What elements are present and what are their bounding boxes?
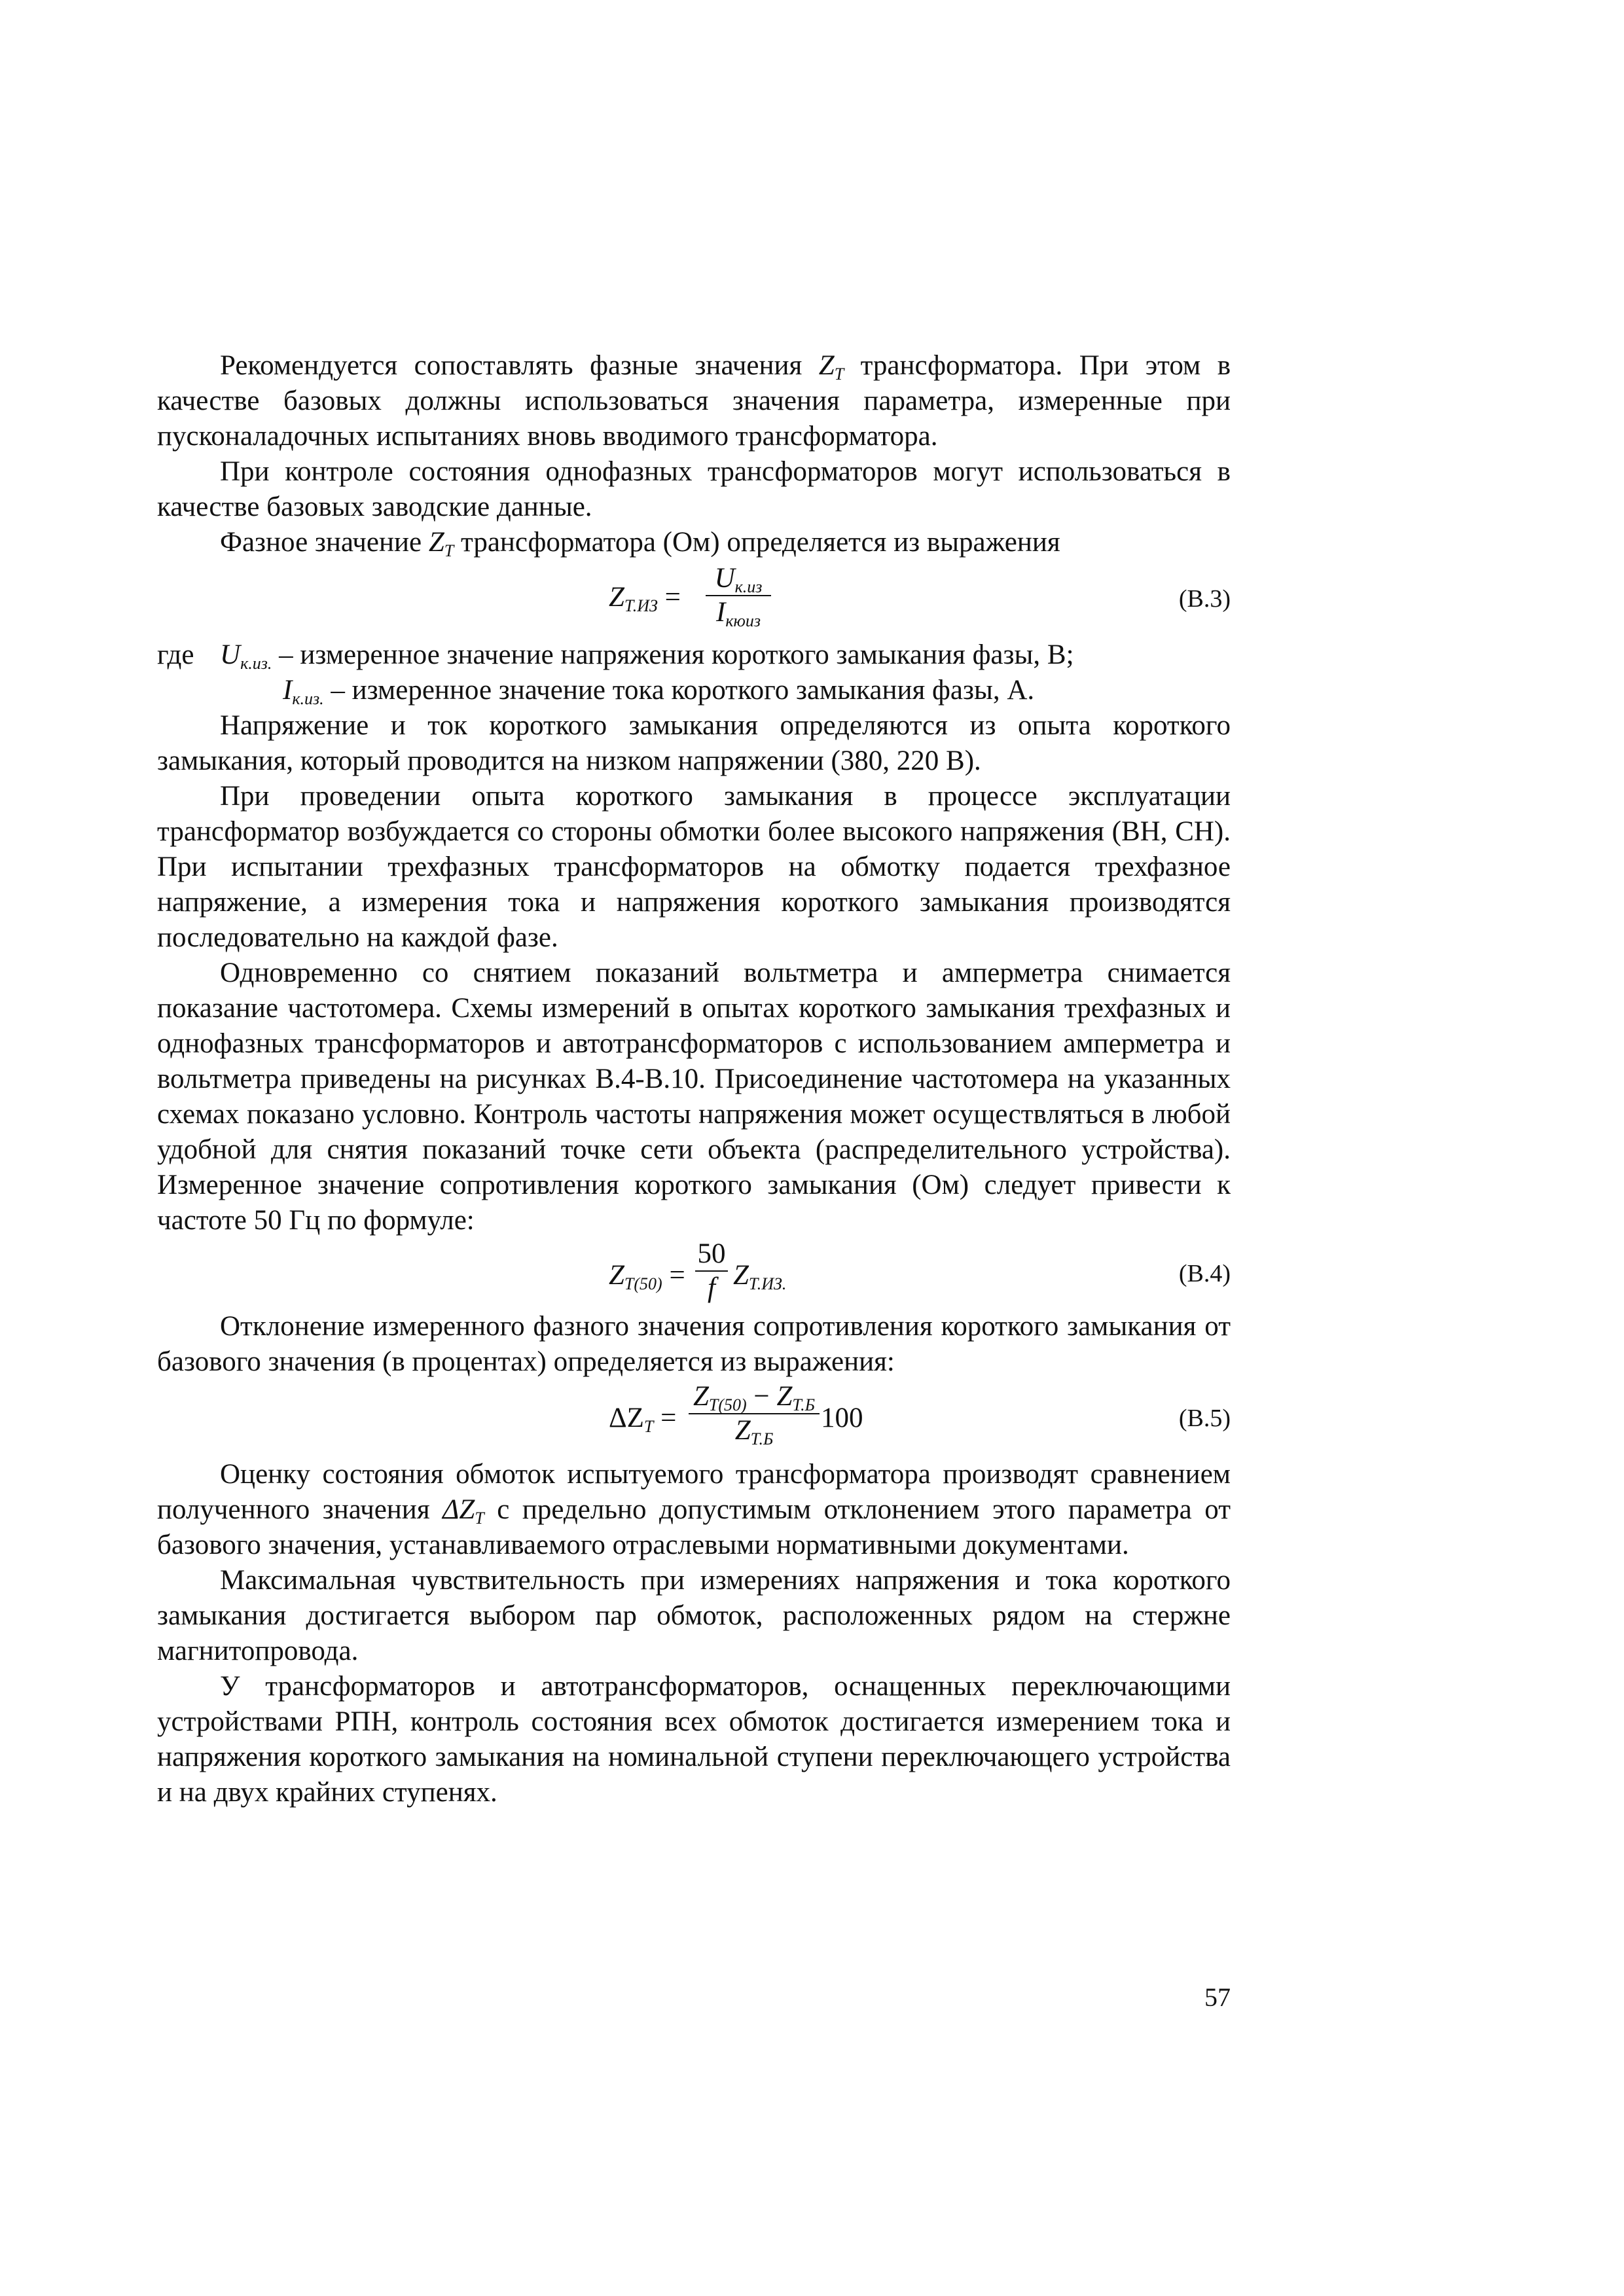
- formula-lhs: $Z_{T(50)}$ =: [609, 1260, 685, 1293]
- formula-rhs: $Z_{Т.ИЗ.}$: [733, 1260, 787, 1293]
- formula-fraction: $U_{к.из}$ $I_{кюиз}$: [706, 564, 771, 627]
- formula-number: (В.5): [1178, 1405, 1231, 1432]
- paragraph-evaluation: Оценку состояния обмоток испытуемого трансформатора производят сравнением полученного значения $\Delta Z_T$ с предельно допустимым отклонением этого параметра от базового значения, устанавливаемого отраслевыми нормативными документами.: [157, 1459, 1231, 1560]
- formula-b4: [157, 1238, 1231, 1309]
- legend-u: где $U_{к.из.}$ – измеренное значение напряжения короткого замыкания фазы, В;: [157, 639, 1074, 673]
- symbol-delta-z: $\Delta Z_T$: [442, 1494, 484, 1528]
- legend-i: $I_{к.из.}$ – измеренное значение тока короткого замыкания фазы, А.: [283, 675, 1035, 708]
- formula-b3: [157, 560, 1231, 637]
- paragraph-tap-changer: У трансформаторов и автотрансформаторов, оснащенных переключающими устройствами РПН, контроль состояния всех обмоток достигается измерением тока и напряжения короткого замыкания на номинальной ступени переключающего устройства и на двух крайних ступенях.: [157, 1671, 1231, 1808]
- symbol-z: $Z_T$: [818, 350, 844, 384]
- formula-b5: [157, 1380, 1231, 1457]
- formula-factor: 100: [821, 1403, 863, 1433]
- formula-fraction: 50 f: [695, 1240, 728, 1302]
- body-text: [157, 348, 1231, 1810]
- formula-number: (В.4): [1178, 1260, 1231, 1287]
- paragraph-frequency: Одновременно со снятием показаний вольтметра и амперметра снимается показание частотомера. Схемы измерений в опытах короткого замыкания трехфазных и однофазных трансформаторов и автотрансформаторов с использованием амперметра и вольтметра приведены на рисунках В.4-В.10. Присоединение частотомера на указанных схемах показано условно. Контроль частоты напряжения может осуществляться в любой удобной для снятия показаний точке сети объекта (распределительного устройства). Измеренное значение сопротивления короткого замыкания (Ом) следует привести к частоте 50 Гц по формуле:: [157, 958, 1231, 1236]
- paragraph-base-values: [157, 348, 1231, 454]
- formula-lhs: $Z_{Т.ИЗ}$ =: [609, 582, 681, 615]
- paragraph-text: трансформатора. При этом в качестве базовых должны использоваться значения параметра, измеренные при пусконаладочных испытаниях вновь вводимого трансформатора.: [157, 350, 1231, 452]
- page-number: 57: [1204, 1982, 1231, 2012]
- formula-fraction: $Z_{T(50)} - Z_{Т.Б}$ $Z_{Т.Б}$: [689, 1382, 820, 1445]
- paragraph-excitation: При проведении опыта короткого замыкания в процессе эксплуатации трансформатор возбуждается со стороны обмотки более высокого напряжения (ВН, СН). При испытании трехфазных трансформаторов на обмотку подается трехфазное напряжение, а измерения тока и напряжения короткого замыкания производятся последовательно на каждой фазе.: [157, 781, 1231, 953]
- paragraph-phase-value: Фазное значение $Z_T$ трансформатора (Ом) определяется из выражения: [220, 527, 1060, 560]
- paragraph-deviation: Отклонение измеренного фазного значения сопротивления короткого замыкания от базового значения (в процентах) определяется из выражения:: [157, 1311, 1231, 1377]
- paragraph-single-phase: При контроле состояния однофазных трансформаторов могут использоваться в качестве базовых заводские данные.: [157, 456, 1231, 522]
- formula-lhs: $\Delta Z_T$ =: [609, 1403, 677, 1436]
- paragraph-sensitivity: Максимальная чувствительность при измерениях напряжения и тока короткого замыкания достигается выбором пар обмоток, расположенных рядом на стержне магнитопровода.: [157, 1565, 1231, 1666]
- paragraph-short-circuit-test: Напряжение и ток короткого замыкания определяются из опыта короткого замыкания, который проводится на низком напряжении (380, 220 В).: [157, 710, 1231, 776]
- paragraph-text: Рекомендуется сопоставлять фазные значения: [220, 350, 803, 381]
- symbol-z: $Z_T$: [428, 527, 454, 560]
- formula-number: (В.3): [1178, 585, 1231, 613]
